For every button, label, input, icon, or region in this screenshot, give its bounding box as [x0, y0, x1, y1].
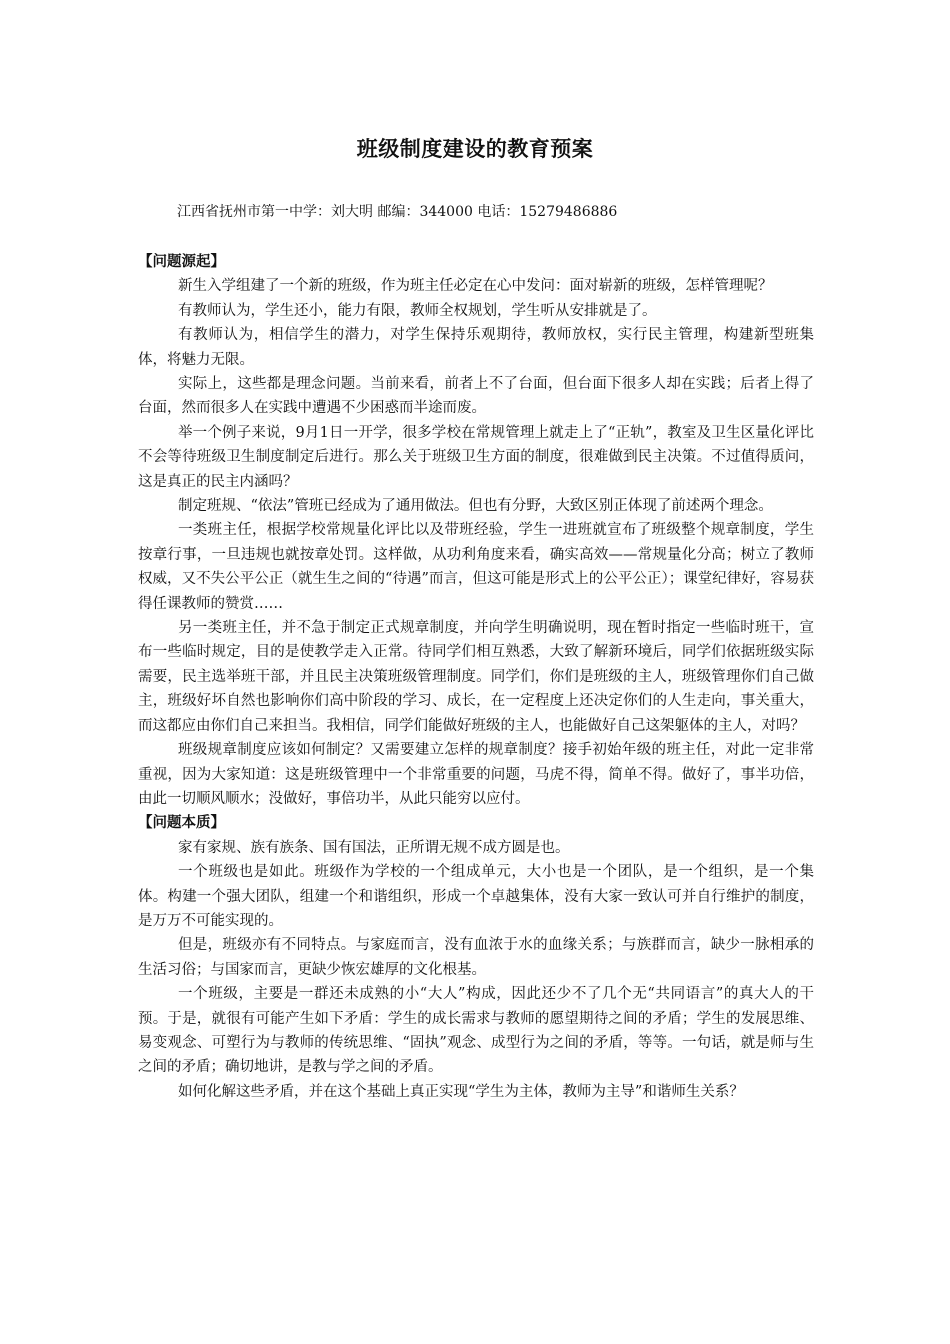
paragraph: 班级规章制度应该如何制定？又需要建立怎样的规章制度？接手初始年级的班主任，对此一定非常重视，因为大家知道：这是班级管理中一个非常重要的问题，马虎不得，简单不得。做好了，事半功倍，由此一切顺风顺水；没做好，事倍功半，从此只能穷以应付。 — [138, 742, 814, 807]
paragraph: 新生入学组建了一个新的班级，作为班主任必定在心中发问：面对崭新的班级，怎样管理呢？ — [178, 278, 773, 295]
paragraph: 一个班级，主要是一群还未成熟的小“大人”构成，因此还少不了几个无“共同语言”的真大人的干预。于是，就很有可能产生如下矛盾：学生的成长需求与教师的愿望期待之间的矛盾；学生的发展思维、易变观念、可塑行为与教师的传统思维、“固执”观念、成型行为之间的矛盾，等等。一句话，就是师与生之间的矛盾；确切地讲，是教与学之间的矛盾。 — [138, 986, 814, 1076]
paragraph: 一个班级也是如此。班级作为学校的一个组成单元，大小也是一个团队，是一个组织，是一个集体。构建一个强大团队，组建一个和谐组织，形成一个卓越集体，没有大家一致认可并自行维护的制度，是万万不可能实现的。 — [138, 864, 814, 929]
paragraph: 举一个例子来说，9月1日一开学，很多学校在常规管理上就走上了“正轨”，教室及卫生区量化评比不会等待班级卫生制度制定后进行。那么关于班级卫生方面的制度，很难做到民主决策。不过值得质问，这是真正的民主内涵吗？ — [138, 424, 814, 490]
section-heading-essence: 【问题本质】 — [138, 815, 225, 832]
paragraph: 实际上，这些都是理念问题。当前来看，前者上不了台面，但台面下很多人却在实践；后者上得了台面，然而很多人在实践中遭遇不少困惑而半途而废。 — [138, 376, 814, 417]
paragraph: 另一类班主任，并不急于制定正式规章制度，并向学生明确说明，现在暂时指定一些临时班干，宣布一些临时规定，目的是使教学走入正常。待同学们相互熟悉，大致了解新环境后，同学们依据班级实际需要，民主选举班干部，并且民主决策班级管理制度。同学们，你们是班级的主人，班级管理你们自己做主，班级好坏自然也影响你们高中阶段的学习、成长，在一定程度上还决定你们的人生走向，事关重大，而这都应由你们自己来担当。我相信，同学们能做好班级的主人，也能做好自己这架躯体的主人，对吗？ — [138, 620, 814, 734]
author-line: 江西省抚州市第一中学：刘大明 邮编：344000 电话：15279486886 — [177, 204, 618, 220]
paragraph: 制定班规、“依法”管班已经成为了通用做法。但也有分野，大致区别正体现了前述两个理念。 — [178, 498, 773, 515]
section-heading-origin: 【问题源起】 — [138, 254, 225, 270]
paragraph: 如何化解这些矛盾，并在这个基础上真正实现“学生为主体，教师为主导”和谐师生关系？ — [178, 1083, 744, 1100]
paragraph: 有教师认为，学生还小，能力有限，教师全权规划，学生听从安排就是了。 — [178, 302, 657, 319]
paragraph: 但是，班级亦有不同特点。与家庭而言，没有血浓于水的血缘关系；与族群而言，缺少一脉相承的生活习俗；与国家而言，更缺少恢宏雄厚的文化根基。 — [138, 937, 814, 978]
paragraph: 一类班主任，根据学校常规量化评比以及带班经验，学生一进班就宣布了班级整个规章制度，学生按章行事，一旦违规也就按章处罚。这样做，从功利角度来看，确实高效——常规量化分高；树立了教师权威，又不失公平公正（就生生之间的“待遇”而言，但这可能是形式上的公平公正）；课堂纪律好，容易获得任课教师的赞赏…… — [138, 522, 814, 612]
document-body — [138, 250, 814, 1104]
document-title: 班级制度建设的教育预案 — [356, 137, 594, 161]
paragraph: 有教师认为，相信学生的潜力，对学生保持乐观期待，教师放权，实行民主管理，构建新型班集体，将魅力无限。 — [138, 327, 814, 368]
paragraph: 家有家规、族有族条、国有国法，正所谓无规不成方圆是也。 — [178, 839, 570, 856]
